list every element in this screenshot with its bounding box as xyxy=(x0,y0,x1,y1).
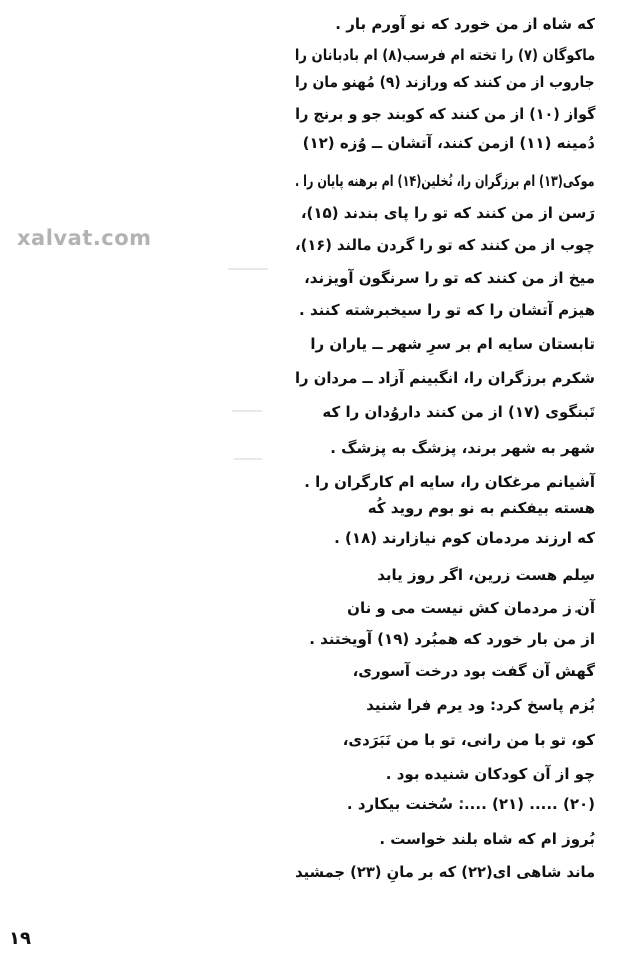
poem-line: گهش آن گفت بود درخت آسوری، xyxy=(352,662,595,680)
poem-line: کو، تو با من رانی، تو با من نَبَرَدی، xyxy=(342,731,595,749)
show-through-mark xyxy=(228,268,268,270)
poem-line: بُزم پاسخ کرد: ود یرم فرا شنید xyxy=(366,696,595,714)
poem-line: چوب از من کنند که تو را گردن مالند (۱۶)، xyxy=(295,236,595,254)
poem-line: موکی(۱۳) ام برزگران را، نُخلین(۱۴) ام برهنه پایان را . xyxy=(295,172,595,190)
page-number: ۱۹ xyxy=(9,928,31,949)
poem-line: ماکوگان (۷) را تخته ام فرسب(۸) ام بادبانان را xyxy=(294,46,595,64)
poem-line: آن ز مردمان کش نیست می و نان xyxy=(347,599,595,617)
poem-line: بُروز ام که شاه بلند خواست . xyxy=(379,830,595,848)
poem-line: میخ از من کنند که تو را سرنگون آویزند، xyxy=(304,269,595,287)
poem-line: رَسن از من کنند که تو را پای بندند (۱۵)، xyxy=(300,204,595,222)
poem-line: سِلم هست زرین، اگر روز یابد xyxy=(377,566,595,584)
poem-line: چو از آن کودکان شنیده بود . xyxy=(385,765,595,783)
poem-line: (۲۰) ..... (۲۱) ..... سُخنت بیکارد . xyxy=(346,795,595,813)
poem-line: از من بار خورد که همبُرد (۱۹) آویختند . xyxy=(309,630,595,648)
show-through-mark xyxy=(232,410,262,412)
poem-line: هسته بیفکنم به نو بوم روید کُه xyxy=(367,499,595,517)
watermark-text: xalvat.com xyxy=(17,226,152,250)
poem-line: تابستان سایه ام بر سرِ شهر ــ یاران را xyxy=(310,335,595,353)
poem-line: هیزم آتشان را که تو را سیخبرشته کنند . xyxy=(299,301,595,319)
poem-line: شکرم برزگران را، انگبینم آزاد ــ مردان را xyxy=(294,369,595,387)
poem-line: که ارزند مردمان کوم نیازارند (۱۸) . xyxy=(334,529,595,547)
show-through-mark xyxy=(234,458,262,460)
poem-line: گواز (۱۰) از من کنند که کوبند جو و برنج را xyxy=(294,105,595,123)
poem-line: دُمینه (۱۱) ازمن کنند، آتشان ــ وُزه (۱۲) xyxy=(302,134,595,152)
poem-line: که شاه از من خورد که نو آورم بار . xyxy=(335,15,595,33)
poem-line: جاروب از من کنند که ورازند (۹) مُهنو مان را xyxy=(295,73,595,91)
poem-line: تَبنگوی (۱۷) از من کنند داروُدان را که xyxy=(322,403,595,421)
poem-line: شهر به شهر برند، پزشگ به پزشگ . xyxy=(330,439,595,457)
poem-line: آشیانم مرغکان را، سایه ام کارگران را . xyxy=(304,473,595,491)
poem-line: ماند شاهی ای(۲۲) که بر مانِ (۲۳) جمشید xyxy=(295,863,595,881)
